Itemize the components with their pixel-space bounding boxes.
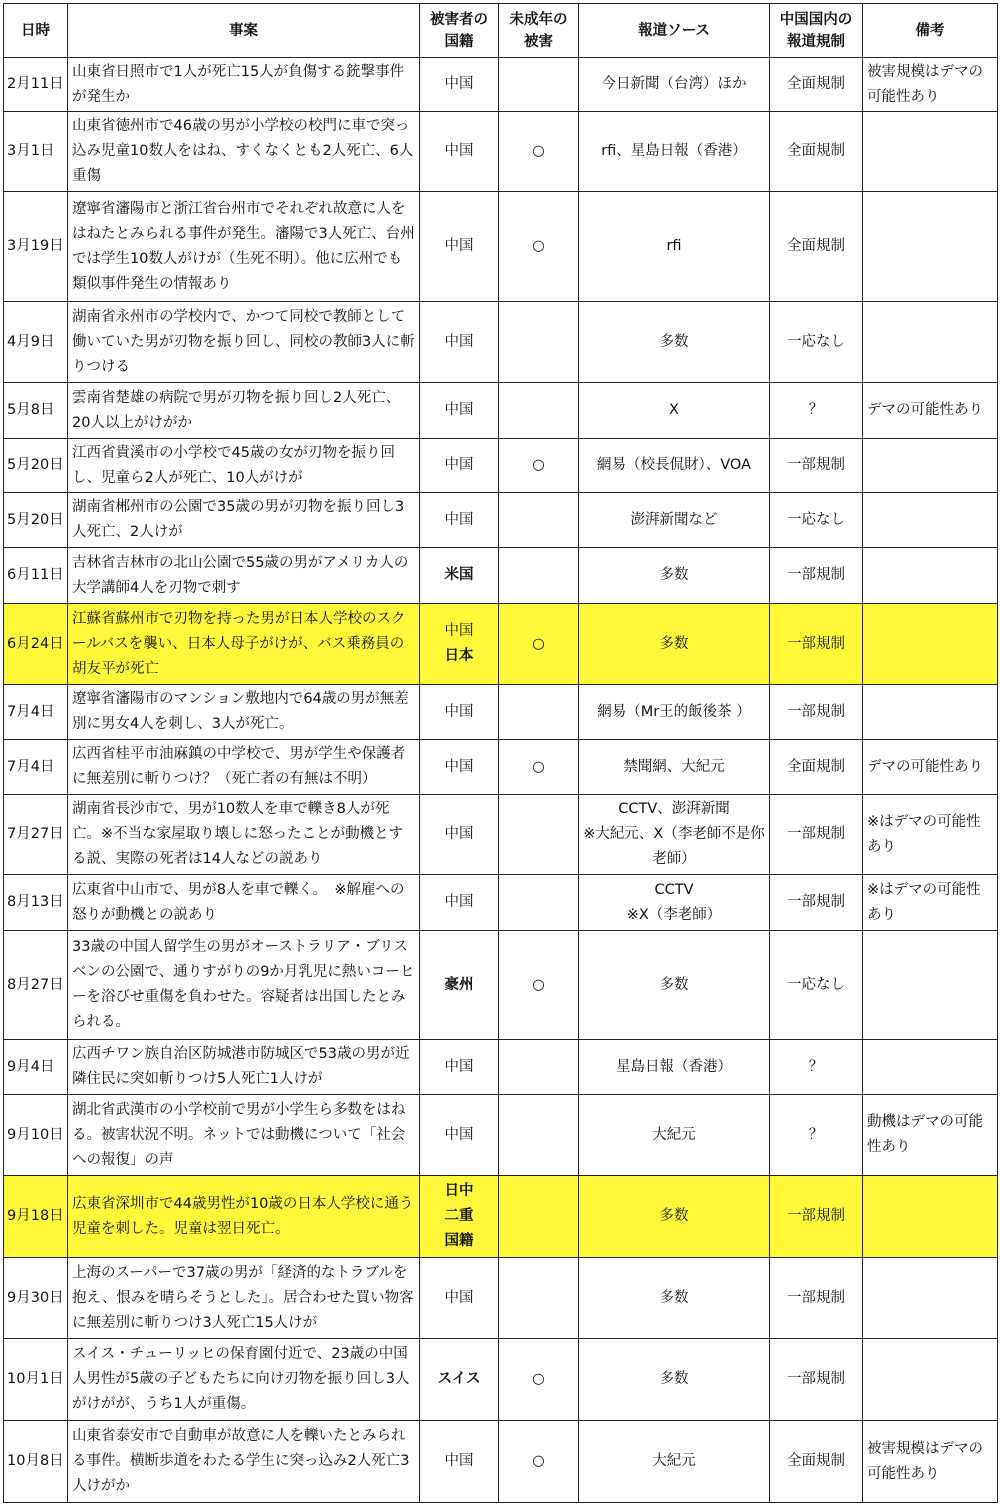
cell-regulation: 一部規制 bbox=[770, 685, 863, 740]
cell-incident: 江蘇省蘇州市で刃物を持った男が日本人学校のスクールバスを襲い、日本人母子がけが、バス乗務員の胡友平が死亡 bbox=[68, 604, 420, 685]
table-row bbox=[4, 740, 998, 795]
cell-minor: ○ bbox=[499, 1421, 579, 1503]
cell-minor bbox=[499, 1258, 579, 1339]
header-news-source: 報道ソース bbox=[579, 4, 770, 58]
cell-nationality: 豪州 bbox=[420, 931, 499, 1040]
cell-incident: 広東省中山市で、男が8人を車で轢く。 ※解雇への怒りが動機との説あり bbox=[68, 875, 420, 931]
cell-remarks bbox=[863, 439, 998, 493]
cell-remarks bbox=[863, 493, 998, 548]
cell-source: 網易（Mr王的飯後茶 ） bbox=[579, 685, 770, 740]
header-incident: 事案 bbox=[68, 4, 420, 58]
cell-source: rfi、星島日報（香港） bbox=[579, 112, 770, 192]
cell-source: 大紀元 bbox=[579, 1095, 770, 1176]
cell-regulation: 一部規制 bbox=[770, 439, 863, 493]
cell-nationality: 中国 bbox=[420, 795, 499, 875]
cell-remarks bbox=[863, 685, 998, 740]
nationality-line: 二重 bbox=[444, 1208, 474, 1224]
source-line: CCTV bbox=[654, 881, 694, 898]
cell-remarks: 被害規模はデマの可能性あり bbox=[863, 58, 998, 112]
cell-remarks bbox=[863, 931, 998, 1040]
cell-incident: 広東省深圳市で44歳男性が10歳の日本人学校に通う児童を刺した。児童は翌日死亡。 bbox=[68, 1176, 420, 1258]
cell-minor bbox=[499, 1040, 579, 1095]
table-row bbox=[4, 1339, 998, 1421]
cell-minor bbox=[499, 548, 579, 604]
cell-incident: 湖南省永州市の学校内で、かつて同校で教師として働いていた男が刃物を振り回し、同校の教師3人に斬りつける bbox=[68, 302, 420, 383]
cell-minor bbox=[499, 58, 579, 112]
cell-regulation: 一応なし bbox=[770, 931, 863, 1040]
table-row bbox=[4, 795, 998, 875]
cell-date: 5月20日 bbox=[4, 493, 68, 548]
cell-regulation: 一部規制 bbox=[770, 1339, 863, 1421]
cell-date: 9月10日 bbox=[4, 1095, 68, 1176]
cell-nationality: 中国 bbox=[420, 58, 499, 112]
cell-regulation: 一部規制 bbox=[770, 795, 863, 875]
cell-source: 多数 bbox=[579, 1258, 770, 1339]
cell-regulation: 一部規制 bbox=[770, 1258, 863, 1339]
cell-date: 9月30日 bbox=[4, 1258, 68, 1339]
cell-date: 2月11日 bbox=[4, 58, 68, 112]
table-row bbox=[4, 1040, 998, 1095]
cell-remarks: 被害規模はデマの可能性あり bbox=[863, 1421, 998, 1503]
cell-regulation: 全面規制 bbox=[770, 1421, 863, 1503]
source-line: ※X（李老師） bbox=[626, 906, 722, 923]
cell-source: 大紀元 bbox=[579, 1421, 770, 1503]
cell-remarks bbox=[863, 192, 998, 302]
source-line: ※大紀元、X（李老師不是你老師） bbox=[583, 826, 765, 867]
cell-minor bbox=[499, 875, 579, 931]
cell-regulation: 全面規制 bbox=[770, 192, 863, 302]
cell-date: 7月4日 bbox=[4, 740, 68, 795]
cell-incident: 遼寧省瀋陽市のマンション敷地内で64歳の男が無差別に男女4人を刺し、3人が死亡。 bbox=[68, 685, 420, 740]
header-date: 日時 bbox=[4, 4, 68, 58]
cell-incident: スイス・チューリッヒの保育園付近で、23歳の中国人男性が5歳の子どもたちに向け刃物を振り回し3人がけがが、うち1人が重傷。 bbox=[68, 1339, 420, 1421]
cell-remarks bbox=[863, 1339, 998, 1421]
cell-source bbox=[579, 795, 770, 875]
cell-remarks bbox=[863, 548, 998, 604]
cell-date: 9月4日 bbox=[4, 1040, 68, 1095]
table-row-highlighted bbox=[4, 1176, 998, 1258]
cell-regulation: 全面規制 bbox=[770, 740, 863, 795]
header-china-regulation: 中国国内の報道規制 bbox=[770, 4, 863, 58]
cell-remarks: ※はデマの可能性あり bbox=[863, 795, 998, 875]
cell-nationality: 中国 bbox=[420, 493, 499, 548]
header-remarks: 備考 bbox=[863, 4, 998, 58]
cell-nationality: 中国 bbox=[420, 192, 499, 302]
cell-date: 6月11日 bbox=[4, 548, 68, 604]
cell-remarks bbox=[863, 1040, 998, 1095]
cell-incident: 吉林省吉林市の北山公園で55歳の男がアメリカ人の大学講師4人を刃物で刺す bbox=[68, 548, 420, 604]
cell-incident: 山東省泰安市で自動車が故意に人を轢いたとみられる事件。横断歩道をわたる学生に突っ込み2人死亡3人けがか bbox=[68, 1421, 420, 1503]
cell-nationality bbox=[420, 1176, 499, 1258]
cell-minor bbox=[499, 1176, 579, 1258]
cell-source bbox=[579, 875, 770, 931]
cell-source: 多数 bbox=[579, 548, 770, 604]
table-row bbox=[4, 192, 998, 302]
cell-incident: 広西チワン族自治区防城港市防城区で53歳の男が近隣住民に突如斬りつけ5人死亡1人けが bbox=[68, 1040, 420, 1095]
cell-date: 8月27日 bbox=[4, 931, 68, 1040]
table-row bbox=[4, 112, 998, 192]
cell-date: 10月1日 bbox=[4, 1339, 68, 1421]
cell-remarks bbox=[863, 112, 998, 192]
cell-source: 多数 bbox=[579, 302, 770, 383]
table-row bbox=[4, 1095, 998, 1176]
nationality-line: 日中 bbox=[444, 1183, 474, 1199]
cell-regulation: 一部規制 bbox=[770, 604, 863, 685]
header-row bbox=[4, 4, 998, 58]
cell-regulation: ？ bbox=[770, 1040, 863, 1095]
cell-minor: ○ bbox=[499, 1339, 579, 1421]
cell-incident: 雲南省楚雄の病院で男が刃物を振り回し2人死亡、20人以上がけがか bbox=[68, 383, 420, 439]
cell-source: 今日新聞（台湾）ほか bbox=[579, 58, 770, 112]
table-row bbox=[4, 685, 998, 740]
cell-minor: ○ bbox=[499, 439, 579, 493]
cell-nationality: 米国 bbox=[420, 548, 499, 604]
cell-date: 9月18日 bbox=[4, 1176, 68, 1258]
cell-incident: 湖南省長沙市で、男が10数人を車で轢き8人が死亡。※不当な家屋取り壊しに怒ったことが動機とする説、実際の死者は14人などの説あり bbox=[68, 795, 420, 875]
cell-regulation: 一部規制 bbox=[770, 1176, 863, 1258]
cell-remarks: ※はデマの可能性あり bbox=[863, 875, 998, 931]
cell-minor: ○ bbox=[499, 931, 579, 1040]
table-row bbox=[4, 439, 998, 493]
table-row bbox=[4, 548, 998, 604]
incident-table bbox=[3, 3, 998, 1503]
nationality-line: 国籍 bbox=[444, 1233, 474, 1249]
table-row bbox=[4, 383, 998, 439]
cell-source: 多数 bbox=[579, 1339, 770, 1421]
cell-source: 星島日報（香港） bbox=[579, 1040, 770, 1095]
cell-remarks: デマの可能性あり bbox=[863, 740, 998, 795]
cell-nationality: 中国 bbox=[420, 1040, 499, 1095]
cell-minor: ○ bbox=[499, 604, 579, 685]
cell-minor bbox=[499, 685, 579, 740]
cell-date: 3月1日 bbox=[4, 112, 68, 192]
cell-date: 6月24日 bbox=[4, 604, 68, 685]
cell-incident: 上海のスーパーで37歳の男が「経済的なトラブルを抱え、恨みを晴らそうとした」。居合わせた買い物客に無差別に斬りつけ3人死亡15人けが bbox=[68, 1258, 420, 1339]
cell-minor: ○ bbox=[499, 740, 579, 795]
cell-remarks bbox=[863, 302, 998, 383]
cell-date: 7月27日 bbox=[4, 795, 68, 875]
cell-nationality: 中国 bbox=[420, 439, 499, 493]
cell-nationality: 中国 bbox=[420, 1258, 499, 1339]
cell-incident: 山東省日照市で1人が死亡15人が負傷する銃撃事件が発生か bbox=[68, 58, 420, 112]
cell-source: rfi bbox=[579, 192, 770, 302]
cell-nationality: 中国 bbox=[420, 112, 499, 192]
cell-source: 禁聞網、大紀元 bbox=[579, 740, 770, 795]
cell-source: 多数 bbox=[579, 604, 770, 685]
cell-source: 澎湃新聞など bbox=[579, 493, 770, 548]
cell-date: 8月13日 bbox=[4, 875, 68, 931]
cell-nationality: スイス bbox=[420, 1339, 499, 1421]
cell-regulation: ？ bbox=[770, 383, 863, 439]
cell-regulation: 一応なし bbox=[770, 302, 863, 383]
cell-minor bbox=[499, 1095, 579, 1176]
cell-date: 7月4日 bbox=[4, 685, 68, 740]
cell-regulation: 一部規制 bbox=[770, 548, 863, 604]
cell-remarks bbox=[863, 1258, 998, 1339]
table-row bbox=[4, 302, 998, 383]
cell-source: 網易（校長侃財）、VOA bbox=[579, 439, 770, 493]
cell-nationality: 中国 bbox=[420, 302, 499, 383]
header-victim-nationality: 被害者の国籍 bbox=[420, 4, 499, 58]
nationality-line: 日本 bbox=[444, 648, 474, 664]
cell-remarks bbox=[863, 604, 998, 685]
cell-regulation: 一部規制 bbox=[770, 875, 863, 931]
cell-date: 3月19日 bbox=[4, 192, 68, 302]
cell-regulation: 一応なし bbox=[770, 493, 863, 548]
cell-minor bbox=[499, 795, 579, 875]
cell-minor bbox=[499, 493, 579, 548]
cell-date: 5月20日 bbox=[4, 439, 68, 493]
source-line: CCTV、澎湃新聞 bbox=[618, 801, 730, 817]
cell-date: 10月8日 bbox=[4, 1421, 68, 1503]
cell-nationality: 中国 bbox=[420, 1095, 499, 1176]
table-row bbox=[4, 875, 998, 931]
table-row bbox=[4, 1258, 998, 1339]
cell-incident: 江西省貴溪市の小学校で45歳の女が刃物を振り回し、児童ら2人が死亡、10人がけが bbox=[68, 439, 420, 493]
cell-regulation: 全面規制 bbox=[770, 112, 863, 192]
table-row bbox=[4, 931, 998, 1040]
cell-incident: 33歳の中国人留学生の男がオーストラリア・ブリスベンの公園で、通りすがりの9か月乳児に熱いコーヒーを浴びせ重傷を負わせた。容疑者は出国したとみられる。 bbox=[68, 931, 420, 1040]
cell-incident: 広西省桂平市油麻鎮の中学校で、男が学生や保護者に無差別に斬りつけ？（死亡者の有無は不明） bbox=[68, 740, 420, 795]
cell-incident: 湖南省郴州市の公園で35歳の男が刃物を振り回し3人死亡、2人けが bbox=[68, 493, 420, 548]
table-row bbox=[4, 1421, 998, 1503]
nationality-line: 中国 bbox=[444, 623, 474, 639]
cell-nationality: 中国 bbox=[420, 740, 499, 795]
cell-source: X bbox=[579, 383, 770, 439]
cell-regulation: ？ bbox=[770, 1095, 863, 1176]
cell-nationality: 中国 bbox=[420, 875, 499, 931]
cell-nationality: 中国 bbox=[420, 1421, 499, 1503]
cell-remarks: デマの可能性あり bbox=[863, 383, 998, 439]
cell-nationality bbox=[420, 604, 499, 685]
cell-regulation: 全面規制 bbox=[770, 58, 863, 112]
cell-source: 多数 bbox=[579, 1176, 770, 1258]
cell-nationality: 中国 bbox=[420, 383, 499, 439]
cell-remarks bbox=[863, 1176, 998, 1258]
cell-minor: ○ bbox=[499, 192, 579, 302]
header-minor-victims: 未成年の被害 bbox=[499, 4, 579, 58]
table-row bbox=[4, 58, 998, 112]
cell-incident: 湖北省武漢市の小学校前で男が小学生ら多数をはねる。被害状況不明。ネットでは動機について「社会への報復」の声 bbox=[68, 1095, 420, 1176]
cell-minor bbox=[499, 383, 579, 439]
table-row-highlighted bbox=[4, 604, 998, 685]
table-row bbox=[4, 493, 998, 548]
cell-remarks: 動機はデマの可能性あり bbox=[863, 1095, 998, 1176]
cell-source: 多数 bbox=[579, 931, 770, 1040]
cell-minor: ○ bbox=[499, 112, 579, 192]
cell-incident: 遼寧省瀋陽市と浙江省台州市でそれぞれ故意に人をはねたとみられる事件が発生。瀋陽で3人死亡、台州では学生10数人がけが（生死不明）。他に広州でも類似事件発生の情報あり bbox=[68, 192, 420, 302]
cell-minor bbox=[499, 302, 579, 383]
cell-nationality: 中国 bbox=[420, 685, 499, 740]
cell-date: 5月8日 bbox=[4, 383, 68, 439]
cell-date: 4月9日 bbox=[4, 302, 68, 383]
cell-incident: 山東省徳州市で46歳の男が小学校の校門に車で突っ込み児童10数人をはね、すくなくとも2人死亡、6人重傷 bbox=[68, 112, 420, 192]
